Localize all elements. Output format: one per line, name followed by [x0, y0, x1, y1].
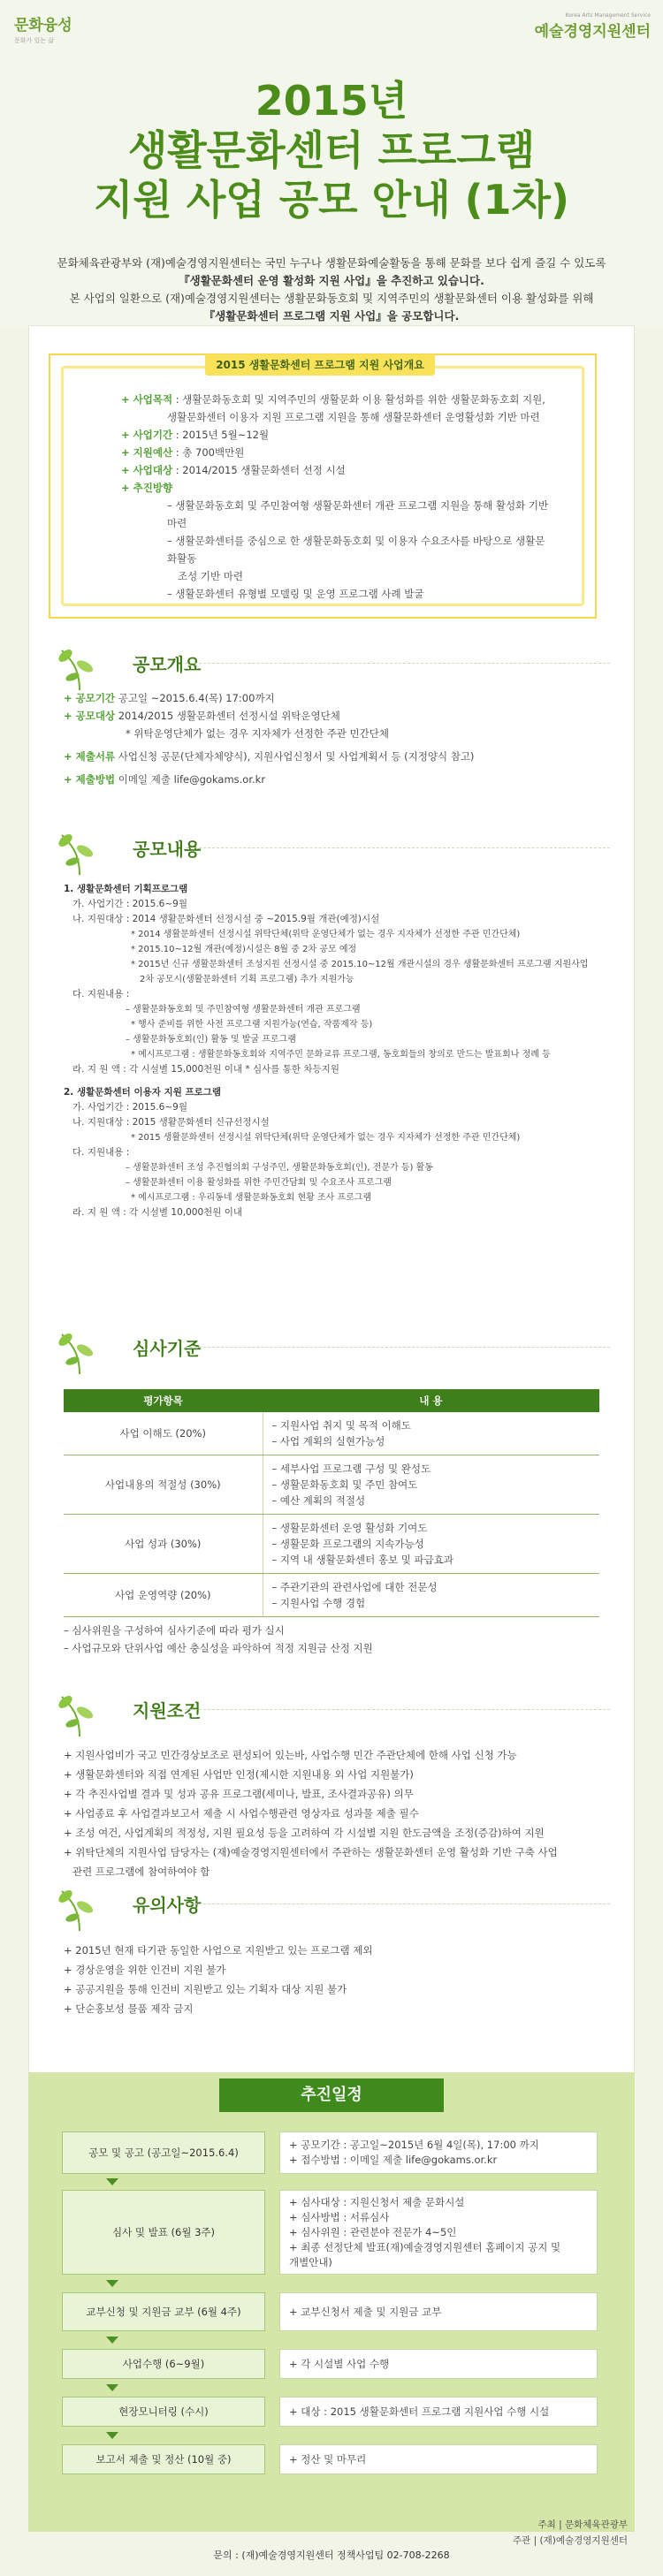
leaf-icon: [53, 817, 106, 879]
notes-header: [53, 1873, 583, 1935]
criteria-notes: – 심사위원을 구성하여 심사기준에 따라 평가 실시 – 사업규모와 단위사업 예산 충실성을 파악하여 적정 지원금 산정 지원: [64, 1624, 373, 1654]
summary-list: + 사업목적 : 생활문화동호회 및 지역주민의 생활문화 이용 활성화를 위한 생활문화동호회 지원, 생활문화센터 이용자 지원 프로그램 지원을 통해 생활문화센터 운영활성화 기반 마련 + 사업기간 : 2015년 5월~12월 + 지원예산 : 총 700백만원 + 사업대상 : 2014/2015 생활문화센터 선정 시설 + 추진방향 – 생활문화동호회 및 주민참여형 생활문화센터 개관 프로그램 지원을 통해 활성화 기반 마련 – 생활문화센터를 중심으로 한 생활문화동호회 및 이용자 수요조사를 바탕으로 생활문화활동 조성 기반 마련 – 생활문화센터 유형별 모델링 및 운영 프로그램 사례 발굴: [121, 393, 549, 600]
section-title: 공모개요: [133, 654, 202, 675]
section-title: 심사기준: [133, 1338, 202, 1359]
down-arrow-icon: [106, 2432, 118, 2439]
section-title: 유의사항: [133, 1895, 202, 1916]
page-title-line3: 지원 사업 공모 안내 (1차): [93, 176, 570, 224]
column-header: 내 용: [263, 1389, 599, 1412]
section-title: 지원조건: [133, 1700, 202, 1721]
overview-header: [53, 633, 583, 695]
conditions-header: [53, 1679, 583, 1741]
table-row: 사업내용의 적절성 (30%) – 세부사업 프로그램 구성 및 완성도 – 생활문화동호회 및 주민 참여도 – 예산 계획의 적절성: [64, 1455, 599, 1515]
criteria-table: [64, 1389, 599, 1617]
page-title-line2: 생활문화센터 프로그램: [127, 126, 536, 174]
down-arrow-icon: [106, 2337, 118, 2344]
leaf-icon: [53, 1679, 106, 1741]
header-area: [0, 0, 663, 327]
footer-credits: 주최 | 문화체육관광부 주관 | (재)예술경영지원센터: [513, 2519, 628, 2546]
down-arrow-icon: [106, 2384, 118, 2391]
culture-logo: 문화융성 문화가 있는 삶: [14, 17, 72, 44]
table-row: 사업 성과 (30%) – 생활문화센터 운영 활성화 기여도 – 생활문화 프로그램의 지속가능성 – 지역 내 생활문화센터 홍보 및 파급효과: [64, 1515, 599, 1574]
down-arrow-icon: [106, 2178, 118, 2185]
column-header: 평가항목: [64, 1389, 263, 1412]
leaf-icon: [53, 633, 106, 695]
contact-info: 문의 : (재)예술경영지원센터 정책사업팀 02-708-2268: [213, 2549, 450, 2561]
summary-box: [49, 353, 597, 619]
overview-list: + 공모기간 공고일 ~2015.6.4(목) 17:00까지 + 공모대상 2014/2015 생활문화센터 선정시설 위탁운영단체 * 위탁운영단체가 없는 경우 지자체가 선정한 주관 민간단체 + 제출서류 사업신청 공문(단체자체양식), 지원사업신청서 및 사업계획서 등 (지정양식 참고) + 제출방법 이메일 제출 life@gokams.or.kr: [64, 692, 475, 786]
criteria-header: [53, 1317, 583, 1379]
conditions-list: + 지원사업비가 국고 민간경상보조로 편성되어 있는바, 사업수행 민간 주관단체에 한해 사업 신청 가능 + 생활문화센터와 직접 연계된 사업만 인정(제시한 지원내용 외 사업 지원불가) + 각 추진사업별 결과 및 성과 공유 프로그램(세미나, 발표, 조사결과공유) 의무 + 사업종료 후 사업결과보고서 제출 시 사업수행관련 영상자료 성과물 제출 필수 + 조성 여건, 사업계획의 적정성, 지원 필요성 등을 고려하여 각 시설별 지원 한도금액을 조정(증감)하여 지원 + 위탁단체의 지원사업 담당자는 (재)예술경영지원센터에서 주관하는 생활문화센터 운영 활성화 기반 구축 사업 관련 프로그램에 참여하여야 함: [64, 1749, 558, 1878]
notes-list: + 2015년 현재 타기관 동일한 사업으로 지원받고 있는 프로그램 제외 + 경상운영을 위한 인건비 지원 불가 + 공공지원을 통해 인건비 지원받고 있는 기획자 대상 지원 불가 + 단순홍보성 물품 제작 금지: [64, 1944, 373, 2015]
kams-logo: Korea Arts Management Service 예술경영지원센터: [534, 12, 651, 41]
intro-text: 문화체육관광부와 (재)예술경영지원센터는 국민 누구나 생활문화예술활동을 통해 문화를 보다 쉽게 즐길 수 있도록 『생활문화센터 운영 활성화 지원 사업』을 추진하고 있습니다. 본 사업의 일환으로 (재)예술경영지원센터는 생활문화동호회 및 지역주민의 생활문화센터 이용 활성화를 위해 『생활문화센터 프로그램 지원 사업』을 공모합니다.: [57, 256, 606, 323]
content-part2: 2. 생활문화센터 이용자 지원 프로그램 가. 사업기간 : 2015.6~9월 나. 지원대상 : 2015 생활문화센터 신규선정시설 * 2015 생활문화센터 선정시설 위탁단체(위탁 운영단체가 없는 경우 지자체가 선정한 주관 민간단체) 다. 지원내용 : – 생활문화센터 조성 추진협의회 구성주민, 생활문화동호회(인), 전문가 등) 활동 – 생활문화센터 이용 활성화를 위한 주민간담회 및 수요조사 프로그램 * 예시프로그램 : 우리동네 생활문화동호회 현황 조사 프로그램 라. 지 원 액 : 각 시설별 10,000천원 이내: [64, 1087, 521, 1218]
page-title-line1: 2015년: [255, 77, 408, 125]
summary-title: 2015 생활문화센터 프로그램 지원 사업개요: [205, 354, 435, 376]
table-header-row: [64, 1389, 599, 1412]
section-title: 공모내용: [133, 839, 202, 860]
table-row: 사업 이해도 (20%) – 지원사업 취지 및 목적 이해도 – 사업 계획의 실현가능성: [64, 1412, 599, 1455]
leaf-icon: [53, 1317, 106, 1379]
content-header: [53, 817, 583, 879]
down-arrow-icon: [106, 2280, 118, 2287]
content-part1: 1. 생활문화센터 기획프로그램 가. 사업기간 : 2015.6~9월 나. 지원대상 : 2014 생활문화센터 선정시설 중 ~2015.9월 개관(예정)시설 * 2014 생활문화센터 선정시설 위탁단체(위탁 운영단체가 없는 경우 지자체가 선정한 주관 민간단체) * 2015.10~12월 개관(예정)시설은 8월 중 2차 공모 예정 * 2015년 신규 생활문화센터 조성지원 선정시설 중 2015.10~12월 개관시설의 경우 생활문화센터 프로그램 지원사업 2차 공모시(생활문화센터 기획 프로그램) 추가 지원가능 다. 지원내용 : – 생활문화동호회 및 주민참여형 생활문화센터 개관 프로그램 * 행사 준비를 위한 사전 프로그램 지원가능(연습, 작품제작 등) – 생활문화동호회(인) 활동 및 발굴 프로그램 * 예시프로그램 : 생활문화동호회와 지역주민 문화교류 프로그램, 동호회들의 창의로 만드는 발표회나 정례 등 라. 지 원 액 : 각 시설별 15,000천원 이내 * 심사를 통한 차등지원: [64, 884, 589, 1075]
schedule-title: 추진일정: [219, 2078, 444, 2112]
leaf-icon: [53, 1873, 106, 1935]
table-row: 사업 운영역량 (20%) – 주관기관의 관련사업에 대한 전문성 – 지원사업 수행 경험: [64, 1574, 599, 1617]
